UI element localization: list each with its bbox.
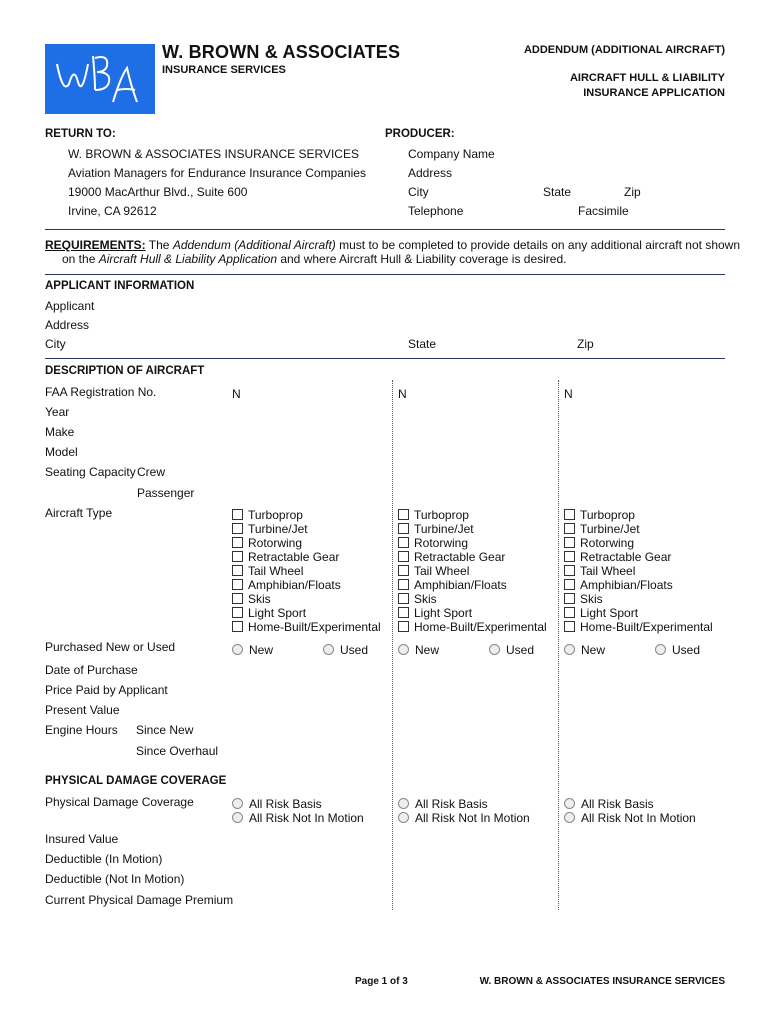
applicant-city-field[interactable]: City: [45, 337, 66, 351]
radio-icon[interactable]: [232, 798, 243, 809]
aircraft-type-checkbox[interactable]: [232, 522, 308, 536]
radio-option-label: All Risk Not In Motion: [581, 811, 696, 825]
all-risk-basis-radio[interactable]: [232, 797, 322, 811]
aircraft-type-checkbox[interactable]: [564, 620, 713, 634]
aircraft-type-checkbox[interactable]: [564, 522, 640, 536]
aircraft-type-option-label: Retractable Gear: [414, 550, 506, 564]
all-risk-basis-radio[interactable]: [564, 797, 654, 811]
aircraft-type-option-label: Turboprop: [414, 508, 469, 522]
insured-value-label: Insured Value: [45, 832, 119, 846]
all-risk-not-in-motion-radio[interactable]: [564, 811, 696, 825]
applicant-section-title: APPLICANT INFORMATION: [45, 280, 195, 292]
wba-logo-icon: [45, 44, 155, 114]
aircraft-type-checkbox[interactable]: [232, 592, 271, 606]
aircraft-type-checkbox[interactable]: [232, 606, 306, 620]
producer-zip-field[interactable]: Zip: [624, 185, 641, 199]
aircraft-type-checkbox[interactable]: [232, 620, 381, 634]
aircraft-type-checkbox[interactable]: [564, 564, 635, 578]
crew-label: Crew: [137, 465, 166, 479]
radio-option-label: New: [415, 643, 440, 657]
deductible-in-motion-label: Deductible (In Motion): [45, 852, 163, 866]
requirements-italic: Aircraft Hull & Liability Application: [98, 252, 277, 266]
checkbox-icon[interactable]: [232, 579, 243, 590]
radio-icon[interactable]: [564, 812, 575, 823]
requirements-text: must to be completed to provide details on any additional aircraft not shown: [335, 238, 741, 252]
purchased-new-radio[interactable]: [232, 643, 273, 657]
producer-address-field[interactable]: Address: [408, 166, 453, 180]
since-overhaul-label: Since Overhaul: [136, 744, 219, 758]
checkbox-icon[interactable]: [398, 593, 409, 604]
radio-option-label: New: [581, 643, 606, 657]
checkbox-icon[interactable]: [232, 607, 243, 618]
applicant-field[interactable]: Applicant: [45, 299, 95, 313]
aircraft-type-checkbox[interactable]: [398, 508, 469, 522]
checkbox-icon[interactable]: [564, 621, 575, 632]
producer-city-field[interactable]: City: [408, 185, 429, 199]
aircraft-type-option-label: Rotorwing: [580, 536, 635, 550]
checkbox-icon[interactable]: [232, 523, 243, 534]
aircraft-type-option-label: Retractable Gear: [248, 550, 340, 564]
year-label: Year: [45, 405, 70, 419]
aircraft-type-option-label: Tail Wheel: [580, 564, 636, 578]
aircraft-type-checkbox[interactable]: [232, 564, 303, 578]
document-title: ADDENDUM (ADDITIONAL AIRCRAFT): [523, 44, 725, 56]
aircraft-type-checkbox[interactable]: [398, 578, 507, 592]
aircraft-type-checkbox[interactable]: [398, 550, 505, 564]
purchased-label: Purchased New or Used: [45, 640, 176, 654]
present-value-label: Present Value: [45, 703, 120, 717]
all-risk-not-in-motion-radio[interactable]: [398, 811, 530, 825]
radio-option-label: Used: [506, 643, 535, 657]
physical-damage-coverage-label: Physical Damage Coverage: [45, 795, 194, 809]
divider: [45, 229, 725, 230]
aircraft-type-option-label: Rotorwing: [248, 536, 303, 550]
checkbox-icon[interactable]: [398, 551, 409, 562]
radio-icon[interactable]: [232, 812, 243, 823]
aircraft-type-option-label: Home-Built/Experimental: [414, 620, 547, 634]
producer-company-field[interactable]: Company Name: [408, 147, 495, 161]
checkbox-icon[interactable]: [564, 593, 575, 604]
aircraft-type-checkbox[interactable]: [564, 508, 635, 522]
requirements-label: REQUIREMENTS:: [45, 238, 146, 252]
requirements-line1: [45, 238, 740, 252]
aircraft-type-checkbox[interactable]: [232, 550, 339, 564]
radio-icon[interactable]: [398, 644, 409, 655]
aircraft-type-checkbox[interactable]: [564, 550, 671, 564]
aircraft-type-option-label: Light Sport: [248, 606, 307, 620]
aircraft-type-checkbox[interactable]: [564, 578, 673, 592]
requirements-text: and where Aircraft Hull & Liability coverage is desired.: [277, 252, 567, 266]
since-new-label: Since New: [136, 723, 194, 737]
radio-option-label: All Risk Basis: [249, 797, 322, 811]
radio-option-label: Used: [672, 643, 701, 657]
all-risk-basis-radio[interactable]: [398, 797, 488, 811]
requirements-text: on the: [62, 252, 99, 266]
current-premium-label: Current Physical Damage Premium: [45, 893, 234, 907]
checkbox-icon[interactable]: [398, 565, 409, 576]
aircraft-type-option-label: Light Sport: [580, 606, 639, 620]
radio-option-label: All Risk Basis: [581, 797, 654, 811]
purchased-new-radio[interactable]: [398, 643, 439, 657]
aircraft-type-option-label: Tail Wheel: [414, 564, 470, 578]
return-to-line4: Irvine, CA 92612: [68, 204, 157, 218]
radio-icon[interactable]: [323, 644, 334, 655]
make-label: Make: [45, 425, 75, 439]
checkbox-icon[interactable]: [564, 523, 575, 534]
seating-capacity-label: Seating Capacity: [45, 465, 136, 479]
footer-firm-name: W. BROWN & ASSOCIATES INSURANCE SERVICES: [479, 976, 725, 987]
checkbox-icon[interactable]: [232, 621, 243, 632]
radio-icon[interactable]: [564, 644, 575, 655]
divider: [45, 274, 725, 275]
aircraft-type-checkbox[interactable]: [232, 578, 341, 592]
radio-icon[interactable]: [398, 798, 409, 809]
requirements-text: The: [145, 238, 173, 252]
aircraft-type-option-label: Amphibian/Floats: [248, 578, 341, 592]
checkbox-icon[interactable]: [564, 551, 575, 562]
aircraft-type-checkbox[interactable]: [564, 606, 638, 620]
checkbox-icon[interactable]: [232, 509, 243, 520]
checkbox-icon[interactable]: [398, 607, 409, 618]
checkbox-icon[interactable]: [232, 565, 243, 576]
aircraft-type-checkbox[interactable]: [398, 606, 472, 620]
aircraft-type-checkbox[interactable]: [398, 620, 547, 634]
aircraft-type-option-label: Light Sport: [414, 606, 473, 620]
aircraft-type-option-label: Retractable Gear: [580, 550, 672, 564]
aircraft-type-option-label: Skis: [248, 592, 271, 606]
faa-registration-label: FAA Registration No.: [45, 385, 157, 399]
aircraft-type-option-label: Rotorwing: [414, 536, 469, 550]
radio-option-label: New: [249, 643, 274, 657]
return-to-label: RETURN TO:: [45, 128, 116, 140]
checkbox-icon[interactable]: [232, 537, 243, 548]
checkbox-icon[interactable]: [564, 537, 575, 548]
radio-option-label: All Risk Basis: [415, 797, 488, 811]
passenger-label: Passenger: [137, 486, 195, 500]
aircraft-type-checkbox[interactable]: [232, 536, 302, 550]
aircraft-type-option-label: Home-Built/Experimental: [248, 620, 381, 634]
document-title-line2: AIRCRAFT HULL & LIABILITY: [569, 72, 725, 84]
faa-registration-field-3[interactable]: N: [564, 387, 573, 401]
column-divider: [392, 380, 393, 910]
checkbox-icon[interactable]: [398, 509, 409, 520]
price-paid-label: Price Paid by Applicant: [45, 683, 168, 697]
deductible-not-in-motion-label: Deductible (Not In Motion): [45, 872, 185, 886]
radio-icon[interactable]: [232, 644, 243, 655]
firm-subtitle: INSURANCE SERVICES: [162, 64, 286, 76]
purchased-used-radio[interactable]: [489, 643, 534, 657]
column-divider: [558, 380, 559, 910]
firm-name: W. BROWN & ASSOCIATES: [162, 42, 401, 62]
aircraft-type-checkbox[interactable]: [564, 536, 634, 550]
purchased-used-radio[interactable]: [323, 643, 368, 657]
aircraft-type-option-label: Turboprop: [580, 508, 635, 522]
model-label: Model: [45, 445, 78, 459]
aircraft-section-title: DESCRIPTION OF AIRCRAFT: [45, 365, 205, 377]
producer-label: PRODUCER:: [385, 128, 455, 140]
aircraft-type-option-label: Tail Wheel: [248, 564, 304, 578]
aircraft-type-option-label: Skis: [580, 592, 603, 606]
requirements-italic: Addendum (Additional Aircraft): [172, 238, 336, 252]
radio-icon[interactable]: [655, 644, 666, 655]
return-to-line3: 19000 MacArthur Blvd., Suite 600: [68, 185, 248, 199]
producer-facsimile-field[interactable]: Facsimile: [578, 204, 629, 218]
aircraft-type-label: Aircraft Type: [45, 506, 113, 520]
return-to-line1: W. BROWN & ASSOCIATES INSURANCE SERVICES: [68, 147, 359, 161]
aircraft-type-option-label: Home-Built/Experimental: [580, 620, 713, 634]
purchased-new-radio[interactable]: [564, 643, 605, 657]
aircraft-type-option-label: Amphibian/Floats: [580, 578, 673, 592]
faa-registration-field-2[interactable]: N: [398, 387, 407, 401]
checkbox-icon[interactable]: [564, 607, 575, 618]
radio-icon[interactable]: [398, 812, 409, 823]
applicant-zip-field[interactable]: Zip: [577, 337, 594, 351]
aircraft-type-option-label: Amphibian/Floats: [414, 578, 507, 592]
checkbox-icon[interactable]: [398, 579, 409, 590]
company-logo: [45, 44, 155, 114]
aircraft-type-option-label: Skis: [414, 592, 437, 606]
return-to-line2: Aviation Managers for Endurance Insurance Companies: [68, 166, 366, 180]
faa-registration-field-1[interactable]: N: [232, 387, 241, 401]
physical-damage-section-title: PHYSICAL DAMAGE COVERAGE: [45, 775, 227, 787]
radio-icon[interactable]: [489, 644, 500, 655]
aircraft-type-option-label: Turboprop: [248, 508, 303, 522]
requirements-line2: [62, 252, 566, 266]
checkbox-icon[interactable]: [398, 537, 409, 548]
aircraft-type-option-label: Turbine/Jet: [414, 522, 474, 536]
applicant-address-field[interactable]: Address: [45, 318, 90, 332]
checkbox-icon[interactable]: [398, 621, 409, 632]
producer-state-field[interactable]: State: [543, 185, 572, 199]
aircraft-type-checkbox[interactable]: [398, 522, 474, 536]
checkbox-icon[interactable]: [564, 579, 575, 590]
checkbox-icon[interactable]: [232, 593, 243, 604]
radio-option-label: Used: [340, 643, 369, 657]
applicant-state-field[interactable]: State: [408, 337, 437, 351]
aircraft-type-checkbox[interactable]: [232, 508, 303, 522]
date-of-purchase-label: Date of Purchase: [45, 663, 138, 677]
all-risk-not-in-motion-radio[interactable]: [232, 811, 364, 825]
radio-option-label: All Risk Not In Motion: [249, 811, 364, 825]
radio-icon[interactable]: [564, 798, 575, 809]
divider: [45, 358, 725, 359]
aircraft-type-checkbox[interactable]: [398, 564, 469, 578]
aircraft-type-option-label: Turbine/Jet: [580, 522, 640, 536]
checkbox-icon[interactable]: [398, 523, 409, 534]
purchased-used-radio[interactable]: [655, 643, 700, 657]
aircraft-type-checkbox[interactable]: [398, 536, 468, 550]
engine-hours-label: Engine Hours: [45, 723, 118, 737]
page-number: Page 1 of 3: [355, 976, 408, 987]
checkbox-icon[interactable]: [564, 509, 575, 520]
aircraft-type-checkbox[interactable]: [564, 592, 603, 606]
aircraft-type-option-label: Turbine/Jet: [248, 522, 308, 536]
document-title-line3: INSURANCE APPLICATION: [583, 87, 725, 99]
radio-option-label: All Risk Not In Motion: [415, 811, 530, 825]
aircraft-type-checkbox[interactable]: [398, 592, 437, 606]
checkbox-icon[interactable]: [232, 551, 243, 562]
checkbox-icon[interactable]: [564, 565, 575, 576]
producer-telephone-field[interactable]: Telephone: [408, 204, 464, 218]
